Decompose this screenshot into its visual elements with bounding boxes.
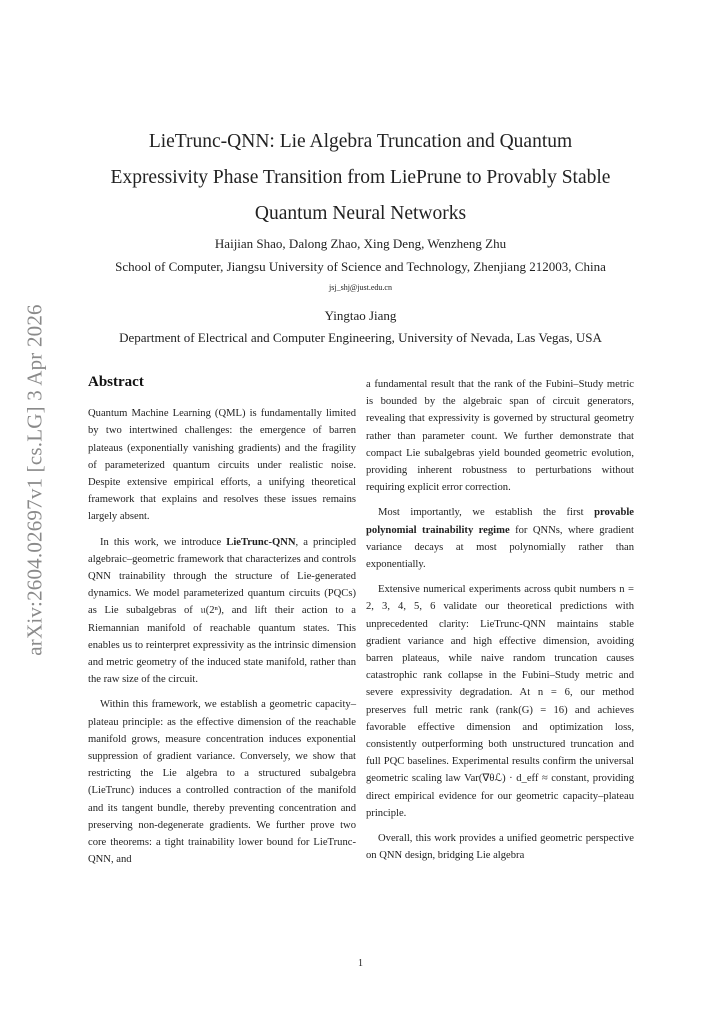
arxiv-identifier: arXiv:2604.02697v1 [cs.LG] 3 Apr 2026 (22, 304, 47, 656)
abstract-paragraph-2 (88, 534, 356, 689)
paragraph-2-lead: In this work, we introduce (100, 536, 227, 548)
author-list-1: Haijian Shao, Dalong Zhao, Xing Deng, Wenzheng Zhu (214, 236, 507, 251)
trainability-regime-bold: provable polynomial trainability regime (366, 507, 634, 536)
title-line-3: Quantum Neural Networks (254, 203, 467, 224)
abstract-paragraph-5 (366, 504, 634, 573)
paragraph-5-lead: Most importantly, we establish the first (378, 507, 595, 519)
right-column (366, 376, 634, 872)
left-column (88, 370, 356, 876)
abstract-heading: Abstract (88, 374, 144, 390)
author-list-2: Yingtao Jiang (324, 308, 397, 323)
affiliation-1: School of Computer, Jiangsu University of Science and Technology, Zhenjiang 212003, China (115, 259, 606, 274)
abstract-paragraph-1: Quantum Machine Learning (QML) is fundamentally limited by two intertwined challenges: the emergence of barren plateaus (exponentially vanishing gradients) and the fragility of parameterized quantum circuits under realistic noise. Despite extensive empirical efforts, a unifying theoretical framework that explains and resolves these issues remains largely absent. (88, 408, 356, 523)
paragraph-5-body: for QNNs, where gradient variance decays at most polynomially rather than exponentially. (366, 524, 634, 571)
arxiv-identifier-stamp (20, 300, 50, 660)
abstract-paragraph-3: Within this framework, we establish a geometric capacity–plateau principle: as the effective dimension of the reachable manifold grows, measure concentration induces exponential suppression of gradient variance. Conversely, we show that restricting the Lie algebra to a structured subalgebra (LieTrunc) induces a controlled contraction of the manifold and its tangent bundle, thereby preventing concentration and preserving non-degenerate gradients. We further prove two core theorems: a tight trainability lower bound for LieTrunc-QNN, and (88, 699, 356, 866)
author-email-1[interactable]: jsj_shj@just.edu.cn (329, 283, 392, 292)
title-line-1: LieTrunc-QNN: Lie Algebra Truncation and Quantum (148, 131, 573, 152)
abstract-paragraph-6: Extensive numerical experiments across qubit numbers n = 2, 3, 4, 5, 6 validate our theoretical predictions with unprecedented clarity: LieTrunc-QNN maintains stable gradient variance and high effective dimension, avoiding barren plateaus, while naive random truncation causes catastrophic rank collapse in the Fubini–Study metric and severe expressivity degradation. At n = 6, our method preserves full metric rank (rank(G) = 16) and achieves favorable effective dimension and optimization loss, consistently outperforming both unstructured truncation and full PQC baselines. Experimental results confirm the universal geometric scaling law Var(∇θℒ) · d_eff ≈ constant, providing direct empirical evidence for our geometric capacity–plateau principle. (366, 584, 634, 819)
method-name-bold: LieTrunc-QNN (226, 536, 296, 548)
abstract-paragraph-7: Overall, this work provides a unified geometric perspective on QNN design, bridging Lie algebra (366, 833, 634, 862)
affiliation-2: Department of Electrical and Computer Engineering, University of Nevada, Las Vegas, USA (119, 330, 602, 345)
page-number: 1 (358, 958, 363, 969)
paper-title (80, 124, 641, 232)
paragraph-2-body: , a principled algebraic–geometric framework that characterizes and controls QNN trainability through the structure of Lie-generated dynamics. We model parameterized quantum circuits (PQCs) as Lie subalgebras of 𝔲(2ⁿ), and lift their action to a Riemannian manifold of reachable quantum states. This enables us to reinterpret expressivity as the intrinsic dimension and metric geometry of the induced state manifold, rather than the raw size of the circuit. (88, 536, 356, 686)
abstract-paragraph-4: a fundamental result that the rank of the Fubini–Study metric is bounded by the algebraic span of circuit generators, revealing that expressivity is governed by structural geometry rather than parameter count. We further demonstrate that compact Lie subalgebras yield bounded geometric evolution, providing inherent robustness to perturbations without requiring explicit error correction. (366, 379, 634, 494)
title-line-2: Expressivity Phase Transition from LiePrune to Provably Stable (110, 167, 611, 188)
